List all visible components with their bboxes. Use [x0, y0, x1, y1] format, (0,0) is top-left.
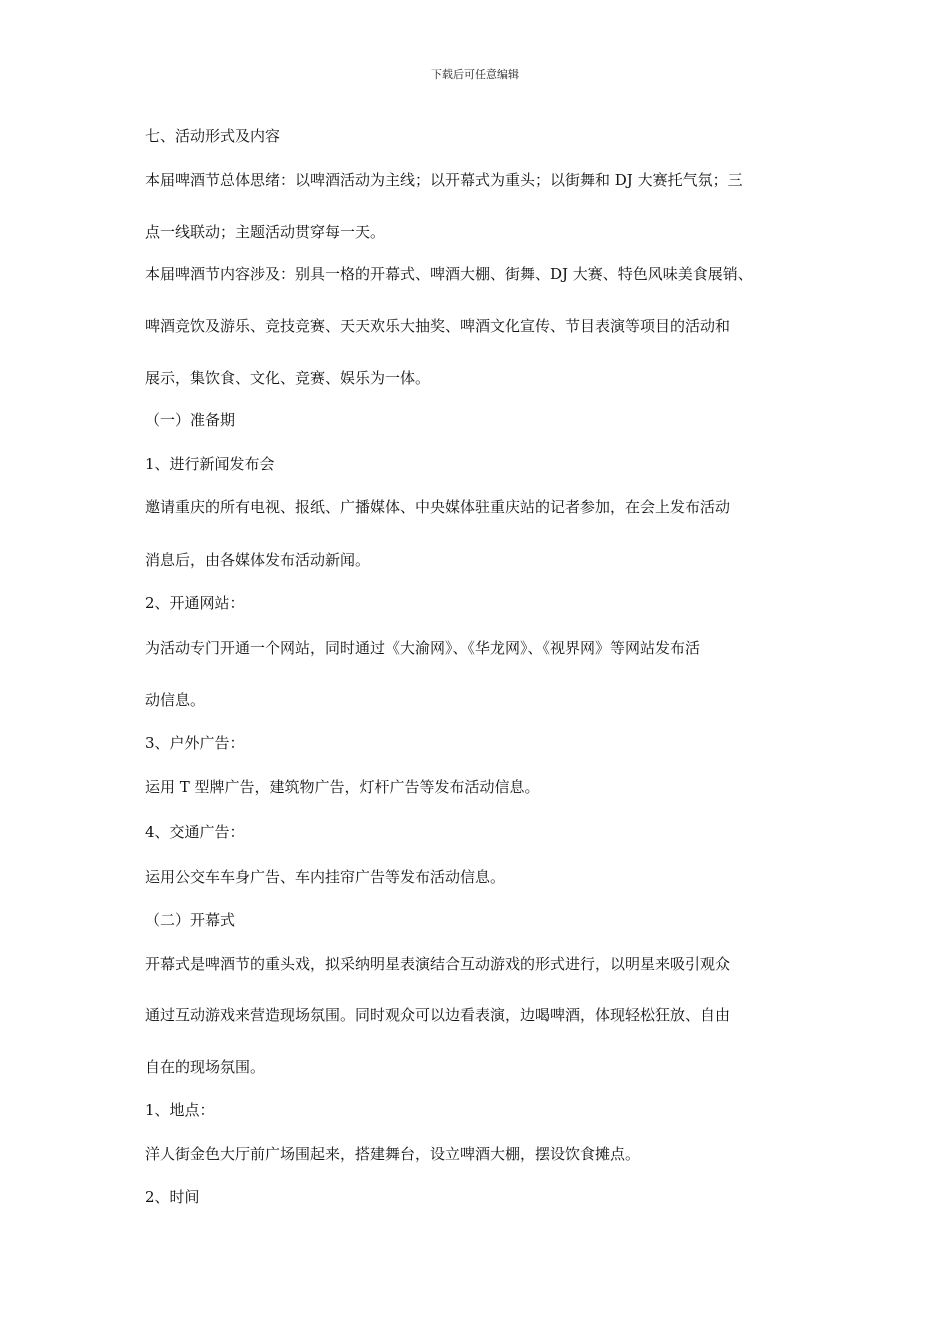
paragraph-line: 动信息。 [145, 691, 206, 709]
item-heading: 2、时间 [145, 1188, 200, 1206]
paragraph-line: 运用公交车车身广告、车内挂帘广告等发布活动信息。 [145, 868, 506, 886]
item-heading: 1、进行新闻发布会 [145, 455, 275, 473]
subsection-heading: （二）开幕式 [145, 911, 236, 929]
paragraph-line: 自在的现场氛围。 [145, 1058, 266, 1076]
paragraph-line: 消息后，由各媒体发布活动新闻。 [145, 551, 371, 569]
item-heading: 4、交通广告： [145, 823, 245, 841]
paragraph-line: 点一线联动；主题活动贯穿每一天。 [145, 223, 386, 241]
item-heading: 2、开通网站： [145, 594, 245, 612]
item-heading: 3、户外广告： [145, 734, 245, 752]
paragraph-line: 本届啤酒节总体思绪：以啤酒活动为主线；以开幕式为重头；以街舞和 DJ 大赛托气氛；三 [145, 171, 743, 189]
paragraph-line: 本届啤酒节内容涉及：别具一格的开幕式、啤酒大棚、街舞、DJ 大赛、特色风味美食展销、 [145, 265, 753, 283]
subsection-heading: （一）准备期 [145, 411, 236, 429]
page-header: 下载后可任意编辑 [431, 68, 519, 81]
paragraph-line: 邀请重庆的所有电视、报纸、广播媒体、中央媒体驻重庆站的记者参加，在会上发布活动 [145, 498, 731, 516]
section-heading: 七、活动形式及内容 [145, 127, 281, 145]
paragraph-line: 啤酒竞饮及游乐、竞技竞赛、天天欢乐大抽奖、啤酒文化宣传、节目表演等项目的活动和 [145, 317, 731, 335]
item-heading: 1、地点： [145, 1101, 215, 1119]
paragraph-line: 通过互动游戏来营造现场氛围。同时观众可以边看表演，边喝啤酒，体现轻松狂放、自由 [145, 1006, 731, 1024]
paragraph-line: 开幕式是啤酒节的重头戏，拟采纳明星表演结合互动游戏的形式进行，以明星来吸引观众 [145, 955, 731, 973]
paragraph-line: 运用 T 型牌广告，建筑物广告，灯杆广告等发布活动信息。 [145, 778, 540, 796]
paragraph-line: 展示，集饮食、文化、竞赛、娱乐为一体。 [145, 369, 431, 387]
paragraph-line: 洋人街金色大厅前广场围起来，搭建舞台，设立啤酒大棚，摆设饮食摊点。 [145, 1145, 641, 1163]
paragraph-line: 为活动专门开通一个网站，同时通过《大渝网》、《华龙网》、《视界网》等网站发布活 [145, 639, 701, 657]
